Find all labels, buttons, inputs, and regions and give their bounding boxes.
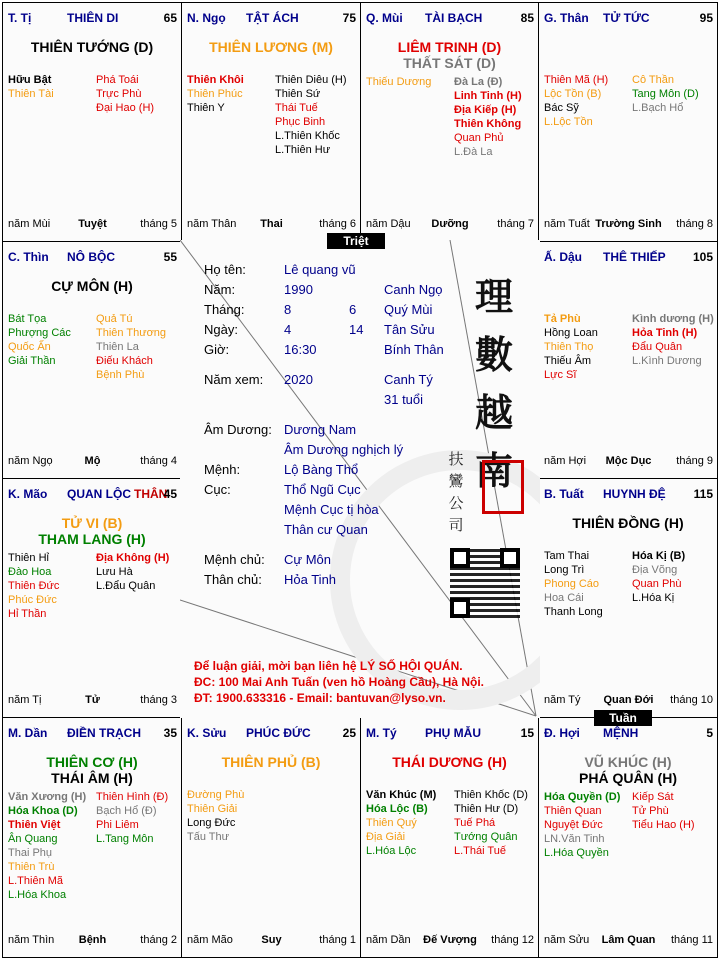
minor-star: Hóa Lộc (B) [366,803,428,815]
minor-star: L.Hóa Kị [632,592,675,604]
palace-header [187,726,356,740]
minor-star: Thiên Hình (Đ) [96,791,169,803]
minor-star: Tấu Thư [187,831,230,843]
left-stars [187,73,244,115]
minor-star: Ân Quang [8,833,58,845]
minor-star: Bệnh Phù [96,369,145,381]
minor-star: Bác Sỹ [544,102,579,114]
year-label: năm Tị [8,694,42,706]
minor-star: Thiếu Âm [544,355,592,367]
minor-star: Thiên Y [187,102,225,114]
calligraphy-side: 扶鸞公司 [448,450,464,534]
minor-star: L.Đẩu Quân [96,580,156,592]
minor-star: Thiên Tài [8,88,54,100]
minor-star: Phượng Các [8,327,71,339]
right-stars [454,788,528,858]
palace-name: NÔ BỘC [67,250,115,264]
palace-name: MỆNH [603,726,639,740]
minor-star: Thiên Mã (H) [544,74,609,86]
age-number: 25 [342,726,356,740]
minor-star: Hỉ Thần [8,608,47,620]
right-stars [454,75,522,159]
minor-star: Kiếp Sát [632,791,674,803]
palace-header [544,11,713,25]
minor-star: Phá Toái [96,74,139,86]
palace-footer [187,934,356,947]
minor-star: Thiên Quan [544,805,602,817]
minor-star: L.Hóa Quyền [544,847,609,859]
minor-star: Thiên Hỉ [8,552,49,564]
minor-star: Bát Tọa [8,313,47,325]
minor-star: Giải Thần [8,355,56,367]
minor-star: Thiên Hư (D) [454,803,519,815]
minor-star: Văn Xương (H) [8,791,87,803]
palace-ty [360,717,539,958]
minor-star: Thiên Thương [96,327,167,339]
year-label: năm Thân [187,218,237,230]
month-label: tháng 1 [319,934,356,946]
minor-star: Điếu Khách [96,355,153,367]
palace-dan [2,717,182,958]
minor-star: L.Hóa Khoa [8,889,67,901]
minor-star: L.Thái Tuế [454,845,506,857]
age-number: 15 [520,726,534,740]
right-stars [96,790,168,846]
year-label: năm Tuất [544,218,590,230]
palace-header [8,11,177,25]
main-star: THAM LANG (H) [38,531,146,547]
branch-label: M. Tý [366,726,397,740]
palace-name: PHÚC ĐỨC [246,726,311,740]
palace-name: TỬ TỨC [603,11,650,25]
palace-footer [8,455,177,468]
qr-finder-1 [450,548,470,568]
age-number: 45 [163,487,177,501]
life-stage: Tuyệt [78,218,107,230]
palace-name: TÀI BẠCH [425,11,483,25]
life-stage: Trường Sinh [595,218,662,230]
minor-star: Quan Phù [632,578,682,590]
minor-star: Tiểu Hao (H) [632,819,695,831]
life-stage: Bệnh [78,934,107,946]
left-stars [187,788,244,844]
palace-name: THÊ THIẾP [603,250,666,264]
palace-ti [2,2,182,242]
minor-star: Hoa Cái [544,592,584,604]
left-stars [366,75,431,89]
branch-label: K. Sửu [187,726,227,740]
branch-label: B. Tuất [544,487,584,501]
year-label: năm Mùi [8,218,51,230]
palace-mui [360,2,539,242]
minor-star: Lưu Hà [96,566,133,578]
minor-star: Hỏa Tinh (H) [632,327,698,339]
age-number: 55 [163,250,177,264]
year-label: năm Hợi [544,455,587,467]
palace-name: QUAN LỘC [67,487,131,501]
minor-star: Kình dương (H) [632,313,714,325]
palace-hoi [538,717,718,958]
branch-label: K. Mão [8,487,48,501]
minor-star: Lực Sĩ [544,369,577,381]
left-stars [8,73,54,101]
minor-star: Quả Tú [96,313,133,325]
year-label: năm Ngọ [8,455,53,467]
year-label: năm Mão [187,934,233,946]
main-star: TỬ VI (B) [61,515,123,531]
minor-star: Thái Tuế [275,102,318,114]
minor-star: Địa Không (H) [96,552,170,564]
calligraphy-main: 理數越南 [474,274,513,493]
minor-star: Đào Hoa [8,566,52,578]
minor-star: Phong Cáo [544,578,600,590]
main-star: THIÊN LƯƠNG (M) [209,39,333,55]
age-number: 105 [692,250,713,264]
minor-star: Tuế Phá [454,817,496,829]
main-star: THÁI DƯƠNG (H) [392,754,507,770]
palace-header [8,726,177,740]
minor-star: Đại Hao (H) [96,102,155,114]
palace-tuat [538,478,718,718]
palace-name: PHỤ MẪU [425,726,481,740]
palace-footer [8,934,177,947]
palace-ngo [181,2,361,242]
minor-star: Thiên Quý [366,817,417,829]
minor-star: Hóa Quyền (D) [544,791,621,803]
minor-star: Thiên Không [454,118,522,130]
minor-star: L.Đà La [454,146,493,158]
minor-star: Tang Môn (D) [632,88,699,100]
minor-star: Đường Phù [187,789,245,801]
minor-star: Địa Kiếp (H) [454,104,517,116]
palace-mao [2,478,182,718]
month-label: tháng 9 [676,455,713,467]
age-number: 115 [693,487,713,501]
palace-header [544,250,713,264]
minor-star: Thiên Đức [8,580,60,592]
main-star: THÁI ÂM (H) [51,770,133,786]
month-label: tháng 5 [140,218,177,230]
year-label: năm Dần [366,934,411,946]
year-label: năm Tý [544,694,581,706]
palace-footer [544,218,713,231]
month-label: tháng 4 [140,455,177,467]
year-label: năm Dậu [366,218,411,230]
month-label: tháng 12 [491,934,534,946]
minor-star: Quan Phủ [454,132,504,144]
minor-star: Thiên Việt [8,819,61,831]
month-label: tháng 8 [676,218,713,230]
minor-star: L.Thiên Khốc [275,130,340,142]
left-stars [544,549,603,619]
age-number: 35 [163,726,177,740]
main-star: THẤT SÁT (D) [403,55,496,71]
minor-star: Nguyệt Đức [544,819,603,831]
palace-header [366,11,534,25]
minor-star: Văn Khúc (M) [366,789,437,801]
palace-footer [366,934,534,947]
left-stars [544,73,608,129]
minor-star: Tam Thai [544,550,590,562]
palace-dau [538,241,718,479]
promo-line-2: ĐC: 100 Mai Anh Tuấn (ven hồ Hoàng Cầu), Hà Nội. [194,675,485,689]
minor-star: L.Thiên Mã [8,875,64,887]
month-label: tháng 7 [497,218,534,230]
minor-star: L.Hóa Lộc [366,845,417,857]
minor-star: Thiên Diêu (H) [275,74,347,86]
main-star: PHÁ QUÂN (H) [579,770,677,786]
life-stage: Lâm Quan [601,934,656,946]
main-star: THIÊN TƯỚNG (D) [30,39,154,55]
life-stage: Dưỡng [431,218,469,230]
tuan-badge: Tuần [594,710,652,726]
main-star: THIÊN PHỦ (B) [221,754,321,770]
age-number: 5 [706,726,713,740]
palace-header [8,250,177,264]
left-stars [8,551,59,621]
minor-star: Hóa Khoa (D) [8,805,78,817]
month-label: tháng 10 [670,694,713,706]
minor-star: Long Trì [544,564,585,576]
minor-star: Thiên Giải [187,803,238,815]
palace-footer [187,218,356,231]
palace-footer [366,218,534,231]
minor-star: Địa Võng [632,564,678,576]
right-stars [632,312,714,368]
palace-header [544,726,713,740]
triet-badge: Triệt [327,233,385,249]
life-stage: Đế Vượng [423,934,477,946]
right-stars [96,73,154,115]
minor-star: Thiên Phúc [187,88,243,100]
age-number: 95 [699,11,713,25]
left-stars [8,790,86,902]
month-label: tháng 3 [140,694,177,706]
right-stars [96,551,169,593]
minor-star: Thai Phụ [8,847,53,859]
minor-star: L.Lộc Tồn [544,116,593,128]
main-star: LIÊM TRINH (D) [397,39,502,55]
life-stage: Mộc Dục [605,455,652,467]
minor-star: Thiếu Dương [366,76,432,88]
qr-finder-3 [450,598,470,618]
minor-star: Thanh Long [544,606,603,618]
minor-star: Thiên Sứ [275,88,321,100]
minor-star: Trực Phù [96,88,142,100]
minor-star: Phúc Đức [8,594,57,606]
palace-name: ĐIỀN TRẠCH [67,726,141,740]
minor-star: Linh Tinh (H) [454,90,522,102]
seal-stamp [482,460,524,514]
minor-star: Tả Phù [544,313,581,325]
than-marker: THÂN [134,487,168,501]
branch-label: C. Thìn [8,250,49,264]
minor-star: Thiên La [96,341,139,353]
palace-header [187,11,356,25]
age-number: 85 [520,11,534,25]
palace-suu [181,717,361,958]
branch-label: Q. Mùi [366,11,403,25]
main-star: VŨ KHÚC (H) [584,754,672,770]
month-label: tháng 2 [140,934,177,946]
minor-star: Bạch Hổ (Đ) [96,805,157,817]
left-stars [544,312,598,382]
minor-star: Phục Binh [275,116,326,128]
palace-header [8,487,177,501]
right-stars [632,549,685,605]
minor-star: L.Tang Môn [96,833,154,845]
age-number: 75 [342,11,356,25]
minor-star: Tướng Quân [454,831,518,843]
main-star: THIÊN CƠ (H) [46,754,138,770]
palace-footer [544,934,713,947]
minor-star: Đà La (Đ) [454,76,503,88]
contact-promo [194,658,534,706]
minor-star: Thiên Trù [8,861,55,873]
right-stars [96,312,166,382]
palace-name: HUYNH ĐỆ [603,487,666,501]
minor-star: Địa Giải [366,831,406,843]
minor-star: Quốc Ấn [8,341,51,353]
minor-star: Tử Phù [632,805,669,817]
minor-star: Long Đức [187,817,236,829]
life-stage: Suy [261,934,282,946]
life-stage: Thai [260,218,283,230]
minor-star: L.Bạch Hổ [632,102,684,114]
palace-footer [544,694,713,707]
minor-star: Phi Liêm [96,819,139,831]
branch-label: M. Dần [8,726,48,740]
life-stage: Mộ [84,455,101,467]
branch-label: Đ. Hợi [544,726,580,740]
minor-star: LN.Văn Tinh [544,833,605,845]
main-star: CỰ MÔN (H) [51,278,133,294]
year-label: năm Sửu [544,934,590,946]
palace-footer [8,218,177,231]
palace-footer [8,694,177,707]
minor-star: Thiên Thọ [544,341,594,353]
age-number: 65 [163,11,177,25]
year-label: năm Thìn [8,934,55,946]
right-stars [275,73,347,157]
minor-star: L.Thiên Hư [275,144,331,156]
promo-line-3: ĐT: 1900.633316 - Email: bantuvan@lyso.vn. [194,691,446,705]
branch-label: T. Tị [8,11,32,25]
minor-star: Đẩu Quân [632,341,683,353]
promo-line-1: Để luận giải, mời bạn liên hệ LÝ SỐ HỘI QUÁN. [194,659,463,673]
right-stars [632,790,695,832]
branch-label: Ấ. Dậu [544,250,583,264]
minor-star: Cô Thần [632,74,674,86]
left-stars [544,790,620,860]
qr-finder-2 [500,548,520,568]
minor-star: L.Kình Dương [632,355,702,367]
minor-star: Hữu Bật [8,74,52,86]
palace-header [366,726,534,740]
minor-star: Hồng Loan [544,327,598,339]
left-stars [366,788,436,858]
minor-star: Thiên Khốc (D) [454,789,528,801]
life-stage: Tử [85,694,100,706]
palace-footer [544,455,713,468]
info-block: Họ tên: Lê quang vũ Năm: 1990 Canh Ngọ Tháng: 8 6 Quý Mùi Ngày: 4 14 Tân Sửu Giờ: 16:30 Bính Thân Năm xem: 2020 Canh Tý 31 tuổi Âm Dương: Dương Nam Âm Dương nghịch lý Mệnh: Lộ Bàng Thổ Cục: Thổ Ngũ Cục Mệnh Cục tị hòa Thân cư Quan Mệnh chủ: Cự Môn Thân chủ: Hỏa Tinh [204,262,444,587]
left-stars [8,312,71,368]
branch-label: G. Thân [544,11,589,25]
palace-name: THIÊN DI [67,11,119,25]
palace-than [538,2,718,242]
life-stage: Quan Đới [603,694,654,706]
main-star: THIÊN ĐỒNG (H) [572,515,684,531]
minor-star: Thiên Khôi [187,74,244,86]
minor-star: Hóa Kị (B) [632,550,686,562]
right-stars [632,73,699,115]
palace-header [544,487,713,501]
month-label: tháng 11 [670,934,713,946]
branch-label: N. Ngọ [187,11,226,25]
palace-thin [2,241,182,479]
palace-name: TẬT ÁCH [246,11,299,25]
month-label: tháng 6 [319,218,356,230]
minor-star: Lộc Tồn (B) [544,88,602,100]
